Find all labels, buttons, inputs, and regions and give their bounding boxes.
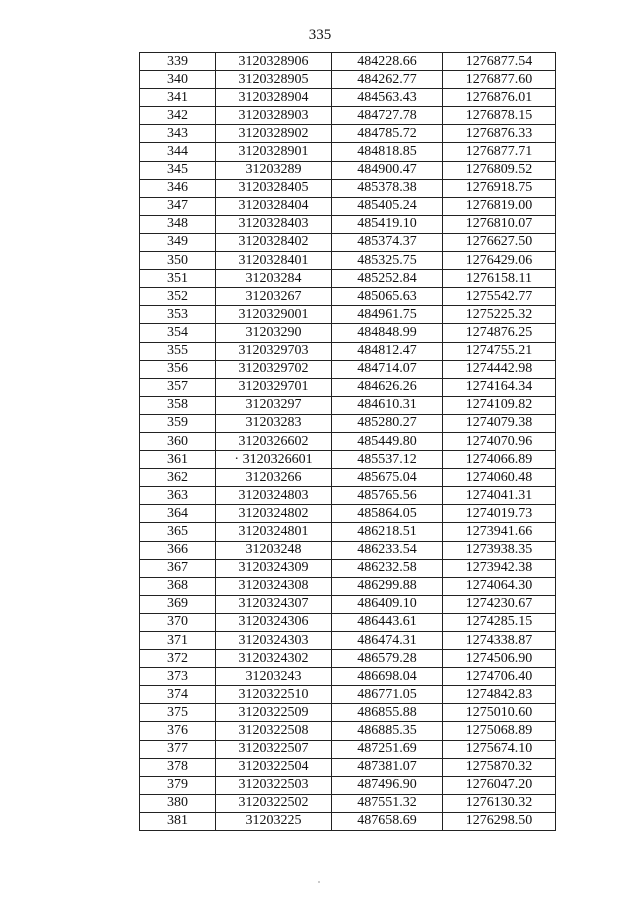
table-row xyxy=(140,650,556,668)
y-coordinate-cell: 1274755.21 xyxy=(443,342,556,360)
y-coordinate-cell: 1274338.87 xyxy=(443,632,556,650)
table-row xyxy=(140,740,556,758)
x-coordinate-cell: 485537.12 xyxy=(332,451,443,469)
y-coordinate-cell: 1276819.00 xyxy=(443,197,556,215)
row-index-cell: 377 xyxy=(140,740,216,758)
table-row xyxy=(140,595,556,613)
y-coordinate-cell: 1276878.15 xyxy=(443,107,556,125)
row-index-cell: 347 xyxy=(140,197,216,215)
x-coordinate-cell: 486233.54 xyxy=(332,541,443,559)
point-id-cell: 3120329702 xyxy=(216,360,332,378)
point-id-cell: 31203297 xyxy=(216,396,332,414)
table-row xyxy=(140,71,556,89)
x-coordinate-cell: 485675.04 xyxy=(332,469,443,487)
row-index-cell: 343 xyxy=(140,125,216,143)
y-coordinate-cell: 1274066.89 xyxy=(443,451,556,469)
point-id-cell: 3120322509 xyxy=(216,704,332,722)
point-id-cell: 3120328901 xyxy=(216,143,332,161)
x-coordinate-cell: 486855.88 xyxy=(332,704,443,722)
point-id-cell: 3120328902 xyxy=(216,125,332,143)
table-body xyxy=(140,53,556,831)
table-row xyxy=(140,469,556,487)
table-row xyxy=(140,613,556,631)
y-coordinate-cell: 1276877.60 xyxy=(443,71,556,89)
point-id-cell: 3120324308 xyxy=(216,577,332,595)
row-index-cell: 371 xyxy=(140,632,216,650)
y-coordinate-cell: 1276876.33 xyxy=(443,125,556,143)
table-row xyxy=(140,233,556,251)
coordinates-table xyxy=(139,52,556,831)
table-row xyxy=(140,758,556,776)
y-coordinate-cell: 1274706.40 xyxy=(443,668,556,686)
x-coordinate-cell: 484848.99 xyxy=(332,324,443,342)
row-index-cell: 381 xyxy=(140,812,216,830)
point-id-cell: 3120322502 xyxy=(216,794,332,812)
table-row xyxy=(140,125,556,143)
y-coordinate-cell: 1274876.25 xyxy=(443,324,556,342)
point-id-cell: 3120324307 xyxy=(216,595,332,613)
x-coordinate-cell: 486579.28 xyxy=(332,650,443,668)
table-row xyxy=(140,143,556,161)
y-coordinate-cell: 1273941.66 xyxy=(443,523,556,541)
table-row xyxy=(140,487,556,505)
row-index-cell: 370 xyxy=(140,613,216,631)
row-index-cell: 380 xyxy=(140,794,216,812)
x-coordinate-cell: 486299.88 xyxy=(332,577,443,595)
x-coordinate-cell: 485280.27 xyxy=(332,414,443,432)
y-coordinate-cell: 1274442.98 xyxy=(443,360,556,378)
point-id-cell: 3120324801 xyxy=(216,523,332,541)
y-coordinate-cell: 1274041.31 xyxy=(443,487,556,505)
x-coordinate-cell: 486232.58 xyxy=(332,559,443,577)
x-coordinate-cell: 486885.35 xyxy=(332,722,443,740)
y-coordinate-cell: 1275225.32 xyxy=(443,306,556,324)
row-index-cell: 339 xyxy=(140,53,216,71)
x-coordinate-cell: 484961.75 xyxy=(332,306,443,324)
x-coordinate-cell: 486698.04 xyxy=(332,668,443,686)
x-coordinate-cell: 484785.72 xyxy=(332,125,443,143)
y-coordinate-cell: 1276130.32 xyxy=(443,794,556,812)
table-row xyxy=(140,252,556,270)
table-row xyxy=(140,704,556,722)
point-id-cell: 3120324302 xyxy=(216,650,332,668)
row-index-cell: 356 xyxy=(140,360,216,378)
row-index-cell: 379 xyxy=(140,776,216,794)
y-coordinate-cell: 1274230.67 xyxy=(443,595,556,613)
table-row xyxy=(140,794,556,812)
y-coordinate-cell: 1275010.60 xyxy=(443,704,556,722)
y-coordinate-cell: 1274842.83 xyxy=(443,686,556,704)
table-row xyxy=(140,722,556,740)
point-id-cell: 31203284 xyxy=(216,270,332,288)
y-coordinate-cell: 1274506.90 xyxy=(443,650,556,668)
y-coordinate-cell: 1274019.73 xyxy=(443,505,556,523)
row-index-cell: 342 xyxy=(140,107,216,125)
row-index-cell: 341 xyxy=(140,89,216,107)
y-coordinate-cell: 1276429.06 xyxy=(443,252,556,270)
row-index-cell: 373 xyxy=(140,668,216,686)
point-id-cell: 3120328402 xyxy=(216,233,332,251)
row-index-cell: 359 xyxy=(140,414,216,432)
row-index-cell: 345 xyxy=(140,161,216,179)
point-id-cell: 31203225 xyxy=(216,812,332,830)
table-row xyxy=(140,632,556,650)
point-id-cell: 3120324802 xyxy=(216,505,332,523)
row-index-cell: 361 xyxy=(140,451,216,469)
x-coordinate-cell: 484563.43 xyxy=(332,89,443,107)
y-coordinate-cell: 1276877.54 xyxy=(443,53,556,71)
x-coordinate-cell: 485325.75 xyxy=(332,252,443,270)
x-coordinate-cell: 484228.66 xyxy=(332,53,443,71)
point-id-cell: · 3120326601 xyxy=(216,451,332,469)
point-id-cell: 3120329701 xyxy=(216,378,332,396)
x-coordinate-cell: 484626.26 xyxy=(332,378,443,396)
row-index-cell: 369 xyxy=(140,595,216,613)
table-row xyxy=(140,179,556,197)
y-coordinate-cell: 1274109.82 xyxy=(443,396,556,414)
table-row xyxy=(140,270,556,288)
row-index-cell: 378 xyxy=(140,758,216,776)
row-index-cell: 376 xyxy=(140,722,216,740)
point-id-cell: 31203267 xyxy=(216,288,332,306)
row-index-cell: 372 xyxy=(140,650,216,668)
x-coordinate-cell: 484714.07 xyxy=(332,360,443,378)
page-number: 335 xyxy=(308,27,332,43)
table-row xyxy=(140,324,556,342)
y-coordinate-cell: 1274070.96 xyxy=(443,432,556,450)
table-row xyxy=(140,414,556,432)
row-index-cell: 348 xyxy=(140,215,216,233)
y-coordinate-cell: 1274079.38 xyxy=(443,414,556,432)
table-row xyxy=(140,107,556,125)
point-id-cell: 3120322503 xyxy=(216,776,332,794)
row-index-cell: 344 xyxy=(140,143,216,161)
row-index-cell: 365 xyxy=(140,523,216,541)
point-id-cell: 3120322508 xyxy=(216,722,332,740)
x-coordinate-cell: 485419.10 xyxy=(332,215,443,233)
point-id-cell: 3120328904 xyxy=(216,89,332,107)
row-index-cell: 353 xyxy=(140,306,216,324)
row-index-cell: 349 xyxy=(140,233,216,251)
point-id-cell: 31203243 xyxy=(216,668,332,686)
y-coordinate-cell: 1275674.10 xyxy=(443,740,556,758)
x-coordinate-cell: 484727.78 xyxy=(332,107,443,125)
x-coordinate-cell: 486771.05 xyxy=(332,686,443,704)
point-id-cell: 3120324303 xyxy=(216,632,332,650)
y-coordinate-cell: 1276047.20 xyxy=(443,776,556,794)
point-id-cell: 3120329001 xyxy=(216,306,332,324)
x-coordinate-cell: 485864.05 xyxy=(332,505,443,523)
row-index-cell: 354 xyxy=(140,324,216,342)
point-id-cell: 3120326602 xyxy=(216,432,332,450)
x-coordinate-cell: 486474.31 xyxy=(332,632,443,650)
row-index-cell: 346 xyxy=(140,179,216,197)
row-index-cell: 360 xyxy=(140,432,216,450)
table-row xyxy=(140,686,556,704)
x-coordinate-cell: 484812.47 xyxy=(332,342,443,360)
table-row xyxy=(140,89,556,107)
x-coordinate-cell: 487251.69 xyxy=(332,740,443,758)
row-index-cell: 363 xyxy=(140,487,216,505)
y-coordinate-cell: 1274285.15 xyxy=(443,613,556,631)
x-coordinate-cell: 486409.10 xyxy=(332,595,443,613)
table-row xyxy=(140,288,556,306)
point-id-cell: 3120328903 xyxy=(216,107,332,125)
point-id-cell: 3120328401 xyxy=(216,252,332,270)
y-coordinate-cell: 1276877.71 xyxy=(443,143,556,161)
row-index-cell: 358 xyxy=(140,396,216,414)
point-id-cell: 3120322504 xyxy=(216,758,332,776)
table-row xyxy=(140,378,556,396)
row-index-cell: 366 xyxy=(140,541,216,559)
row-index-cell: 340 xyxy=(140,71,216,89)
table-row xyxy=(140,306,556,324)
table-row xyxy=(140,53,556,71)
point-id-cell: 31203289 xyxy=(216,161,332,179)
x-coordinate-cell: 486443.61 xyxy=(332,613,443,631)
x-coordinate-cell: 485405.24 xyxy=(332,197,443,215)
table-row xyxy=(140,451,556,469)
x-coordinate-cell: 485378.38 xyxy=(332,179,443,197)
x-coordinate-cell: 487551.32 xyxy=(332,794,443,812)
row-index-cell: 367 xyxy=(140,559,216,577)
point-id-cell: 3120328403 xyxy=(216,215,332,233)
row-index-cell: 368 xyxy=(140,577,216,595)
table-row xyxy=(140,197,556,215)
point-id-cell: 3120329703 xyxy=(216,342,332,360)
row-index-cell: 352 xyxy=(140,288,216,306)
x-coordinate-cell: 487496.90 xyxy=(332,776,443,794)
table-row xyxy=(140,776,556,794)
x-coordinate-cell: 485374.37 xyxy=(332,233,443,251)
table-row xyxy=(140,432,556,450)
point-id-cell: 31203266 xyxy=(216,469,332,487)
row-index-cell: 362 xyxy=(140,469,216,487)
point-id-cell: 3120324803 xyxy=(216,487,332,505)
x-coordinate-cell: 487381.07 xyxy=(332,758,443,776)
x-coordinate-cell: 485765.56 xyxy=(332,487,443,505)
table-row xyxy=(140,523,556,541)
x-coordinate-cell: 485065.63 xyxy=(332,288,443,306)
table-row xyxy=(140,541,556,559)
y-coordinate-cell: 1276158.11 xyxy=(443,270,556,288)
row-index-cell: 375 xyxy=(140,704,216,722)
row-index-cell: 350 xyxy=(140,252,216,270)
x-coordinate-cell: 486218.51 xyxy=(332,523,443,541)
point-id-cell: 3120324306 xyxy=(216,613,332,631)
scan-speck xyxy=(318,881,320,883)
y-coordinate-cell: 1274164.34 xyxy=(443,378,556,396)
table-row xyxy=(140,396,556,414)
x-coordinate-cell: 484900.47 xyxy=(332,161,443,179)
y-coordinate-cell: 1275542.77 xyxy=(443,288,556,306)
x-coordinate-cell: 484818.85 xyxy=(332,143,443,161)
y-coordinate-cell: 1275870.32 xyxy=(443,758,556,776)
table-row xyxy=(140,668,556,686)
table-row xyxy=(140,215,556,233)
point-id-cell: 3120328905 xyxy=(216,71,332,89)
y-coordinate-cell: 1273942.38 xyxy=(443,559,556,577)
row-index-cell: 351 xyxy=(140,270,216,288)
point-id-cell: 3120328906 xyxy=(216,53,332,71)
x-coordinate-cell: 484610.31 xyxy=(332,396,443,414)
y-coordinate-cell: 1273938.35 xyxy=(443,541,556,559)
x-coordinate-cell: 485449.80 xyxy=(332,432,443,450)
y-coordinate-cell: 1276810.07 xyxy=(443,215,556,233)
row-index-cell: 364 xyxy=(140,505,216,523)
table-row xyxy=(140,360,556,378)
table-row xyxy=(140,342,556,360)
y-coordinate-cell: 1276876.01 xyxy=(443,89,556,107)
y-coordinate-cell: 1274064.30 xyxy=(443,577,556,595)
point-id-cell: 3120322510 xyxy=(216,686,332,704)
point-id-cell: 3120322507 xyxy=(216,740,332,758)
row-index-cell: 374 xyxy=(140,686,216,704)
point-id-cell: 3120328404 xyxy=(216,197,332,215)
table-row xyxy=(140,161,556,179)
y-coordinate-cell: 1275068.89 xyxy=(443,722,556,740)
point-id-cell: 3120324309 xyxy=(216,559,332,577)
table-row xyxy=(140,812,556,830)
point-id-cell: 31203290 xyxy=(216,324,332,342)
row-index-cell: 357 xyxy=(140,378,216,396)
y-coordinate-cell: 1276298.50 xyxy=(443,812,556,830)
y-coordinate-cell: 1276627.50 xyxy=(443,233,556,251)
y-coordinate-cell: 1276809.52 xyxy=(443,161,556,179)
table-row xyxy=(140,559,556,577)
point-id-cell: 31203248 xyxy=(216,541,332,559)
table-row xyxy=(140,577,556,595)
table-row xyxy=(140,505,556,523)
point-id-cell: 3120328405 xyxy=(216,179,332,197)
y-coordinate-cell: 1274060.48 xyxy=(443,469,556,487)
x-coordinate-cell: 485252.84 xyxy=(332,270,443,288)
x-coordinate-cell: 487658.69 xyxy=(332,812,443,830)
point-id-cell: 31203283 xyxy=(216,414,332,432)
y-coordinate-cell: 1276918.75 xyxy=(443,179,556,197)
row-index-cell: 355 xyxy=(140,342,216,360)
x-coordinate-cell: 484262.77 xyxy=(332,71,443,89)
